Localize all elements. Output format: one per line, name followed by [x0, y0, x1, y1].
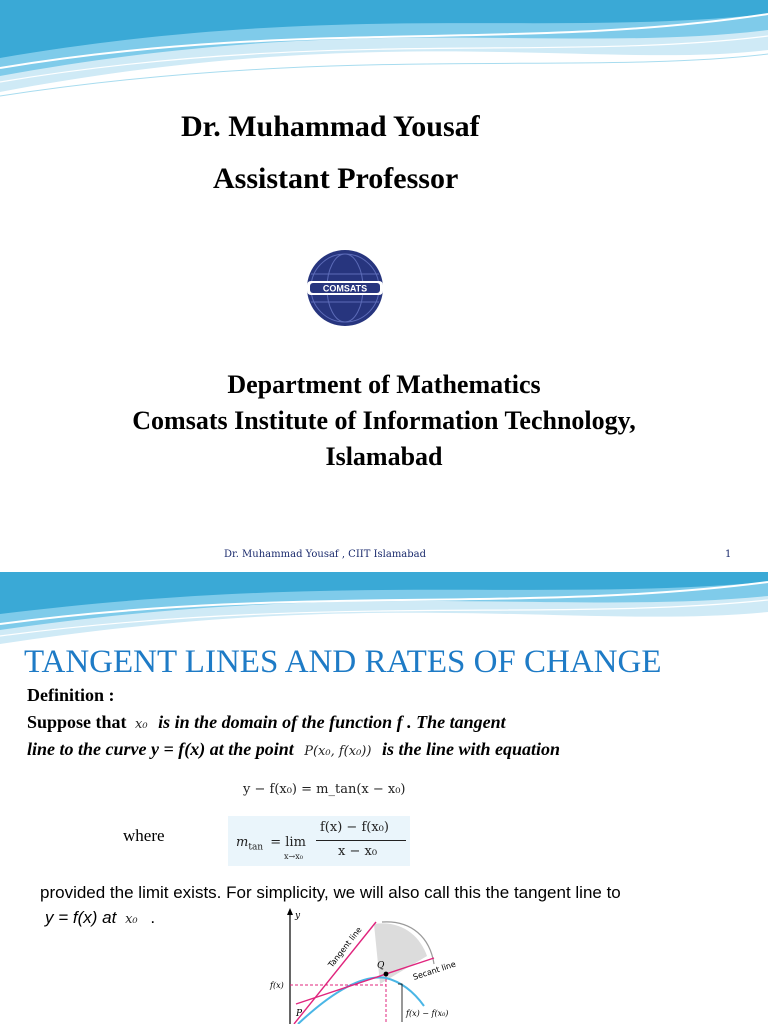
- line2-end: is the line with equation: [381, 739, 560, 759]
- numerator: f(x) − f(x₀): [320, 820, 389, 835]
- p-label: P: [296, 1009, 303, 1019]
- comsats-logo: [305, 249, 385, 327]
- author-name: Dr. Muhammad Yousaf: [181, 110, 480, 143]
- where-label: where: [123, 826, 165, 845]
- logo-text: COMSATS: [322, 283, 368, 294]
- suppose-text: Suppose that: [27, 712, 127, 732]
- y-equals-fx: y = f(x) at: [45, 908, 117, 927]
- definition-line-1: [27, 712, 506, 733]
- provided-text: provided the limit exists. For simplicity, we will also call this the tangent line to: [40, 883, 621, 902]
- city: Islamabad: [325, 442, 443, 471]
- institute: Comsats Institute of Information Technology,: [132, 406, 636, 435]
- mtan-symbol: m: [236, 835, 249, 850]
- mtan-formula: [228, 816, 410, 866]
- author-position: Assistant Professor: [213, 162, 459, 195]
- slide-title: TANGENT LINES AND RATES OF CHANGE: [24, 644, 662, 680]
- x0-symbol-2: x₀: [125, 912, 138, 927]
- point-p: P(x₀, f(x₀)): [304, 744, 372, 759]
- page-number: 1: [725, 549, 732, 560]
- period: .: [150, 908, 156, 927]
- y-axis-label: y: [295, 911, 301, 921]
- definition-line-2: [27, 739, 560, 760]
- difference-label: f(x) − f(x₀): [406, 1009, 449, 1018]
- lim-subscript: x→x₀: [284, 852, 303, 861]
- slide-2: [0, 572, 768, 1024]
- header-swoosh-decoration: [0, 572, 768, 652]
- denominator: x − x₀: [338, 844, 378, 859]
- footer-text: Dr. Muhammad Yousaf , CIIT Islamabad: [224, 549, 427, 560]
- fx-label: f(x): [270, 981, 284, 990]
- tangent-secant-graph: [262, 908, 472, 1024]
- difference-bracket: [398, 984, 402, 1022]
- definition-label: Definition :: [27, 685, 115, 705]
- tangent-line: [294, 922, 376, 1024]
- fraction-bar: [316, 840, 406, 841]
- q-label: Q: [377, 961, 385, 971]
- secant-line-label: Secant line: [411, 959, 457, 982]
- equals-lim: = lim: [270, 835, 306, 850]
- y-axis-arrow: [287, 908, 293, 915]
- tangent-at-line: [45, 908, 155, 928]
- department: Department of Mathematics: [227, 370, 541, 399]
- tangent-line-label: Tangent line: [326, 925, 364, 970]
- mtan-sub: tan: [248, 842, 264, 853]
- line2-start: line to the curve y = f(x) at the point: [27, 739, 294, 759]
- tangent-equation: y − f(x₀) = m_tan(x − x₀): [243, 782, 406, 797]
- domain-text: is in the domain of the function f . The tangent: [158, 712, 506, 732]
- point-q: [384, 972, 389, 977]
- header-swoosh-decoration: [0, 0, 768, 110]
- x0-symbol: x₀: [135, 717, 148, 732]
